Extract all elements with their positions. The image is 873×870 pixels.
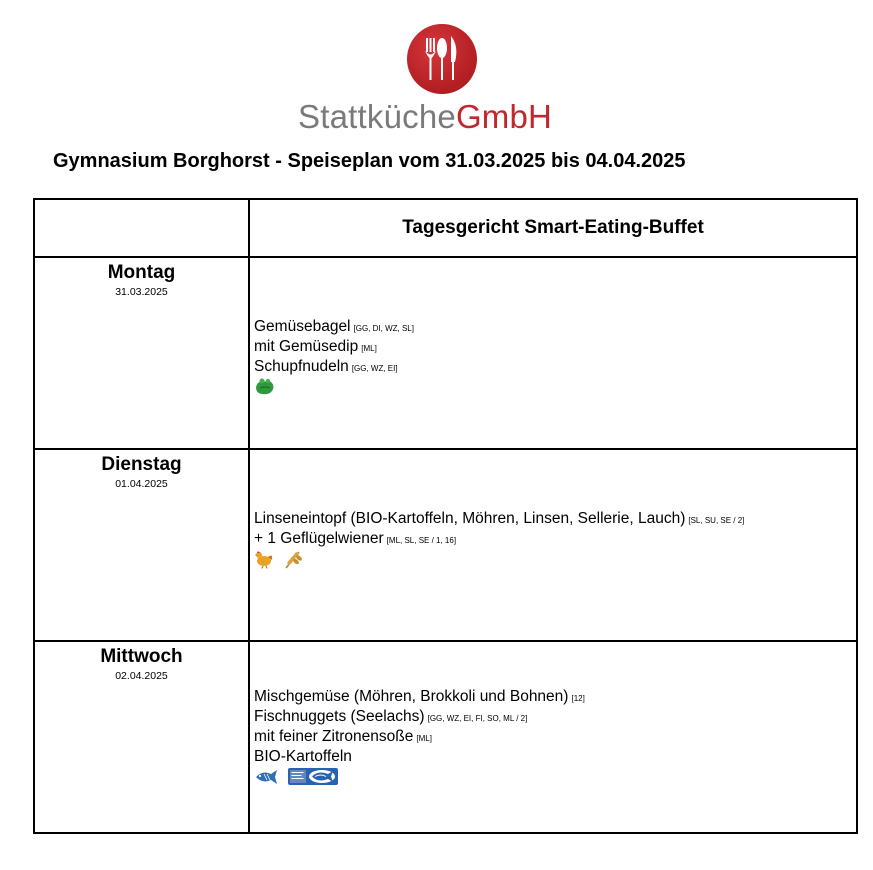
page-title: Gymnasium Borghorst - Speiseplan vom 31.03.2025 bis 04.04.2025 xyxy=(53,150,686,172)
day-date: 01.04.2025 xyxy=(115,478,168,490)
dish-item xyxy=(254,728,856,748)
dish-text: mit Gemüsedip xyxy=(254,338,359,355)
dish-item xyxy=(254,708,856,728)
day-date: 02.04.2025 xyxy=(115,670,168,682)
table-row xyxy=(34,641,857,833)
dish-text: Mischgemüse (Möhren, Brokkoli und Bohnen) xyxy=(254,688,569,705)
vegetarian-icon xyxy=(254,377,276,402)
dish-item xyxy=(254,748,856,768)
dish-text: mit feiner Zitronensoße xyxy=(254,728,414,745)
header-empty-cell xyxy=(34,199,249,257)
dish-item xyxy=(254,318,856,338)
bio-wheat-icon xyxy=(282,549,304,574)
dish-item xyxy=(254,510,856,530)
dish-item xyxy=(254,688,856,708)
dish-item xyxy=(254,530,856,550)
menu-table xyxy=(33,198,858,834)
dish-cell xyxy=(249,449,857,641)
day-name: Mittwoch xyxy=(100,646,183,667)
poultry-icon xyxy=(254,549,274,574)
dish-text: Gemüsebagel xyxy=(254,318,351,335)
dish-text: Fischnuggets (Seelachs) xyxy=(254,708,425,725)
dish-item xyxy=(254,338,856,358)
dish-cell xyxy=(249,257,857,449)
dish-item xyxy=(254,358,856,378)
allergen-codes: [SL, SU, SE / 2] xyxy=(688,516,745,525)
day-cell xyxy=(34,257,249,449)
allergen-codes: [GG, WZ, EI, FI, SO, ML / 2] xyxy=(427,714,528,723)
table-header-row xyxy=(34,199,857,257)
header-main-cell: Tagesgericht Smart-Eating-Buffet xyxy=(249,199,857,257)
brand-name-part2: GmbH xyxy=(455,98,553,135)
dish-text: BIO-Kartoffeln xyxy=(254,748,352,765)
allergen-codes: [ML, SL, SE / 1, 16] xyxy=(386,536,457,545)
brand-name xyxy=(298,98,588,138)
dish-text: Schupfnudeln xyxy=(254,358,349,375)
day-cell xyxy=(34,641,249,833)
allergen-codes: [GG, DI, WZ, SL] xyxy=(353,324,414,333)
dish-text: + 1 Geflügelwiener xyxy=(254,530,384,547)
allergen-codes: [ML] xyxy=(416,734,432,743)
dish-text: Linseneintopf (BIO-Kartoffeln, Möhren, Linsen, Sellerie, Lauch) xyxy=(254,510,686,527)
day-date: 31.03.2025 xyxy=(115,286,168,298)
day-name: Dienstag xyxy=(101,454,182,475)
cutlery-logo-icon xyxy=(407,24,477,94)
table-row xyxy=(34,257,857,449)
brand-name-part1: Stattküche xyxy=(298,98,456,135)
table-row xyxy=(34,449,857,641)
day-cell xyxy=(34,449,249,641)
msc-label-icon xyxy=(288,768,338,790)
dish-cell xyxy=(249,641,857,833)
allergen-codes: [GG, WZ, EI] xyxy=(351,364,398,373)
allergen-codes: [12] xyxy=(571,694,585,703)
day-name: Montag xyxy=(107,262,176,283)
fish-icon xyxy=(254,769,280,790)
allergen-codes: [ML] xyxy=(361,344,377,353)
